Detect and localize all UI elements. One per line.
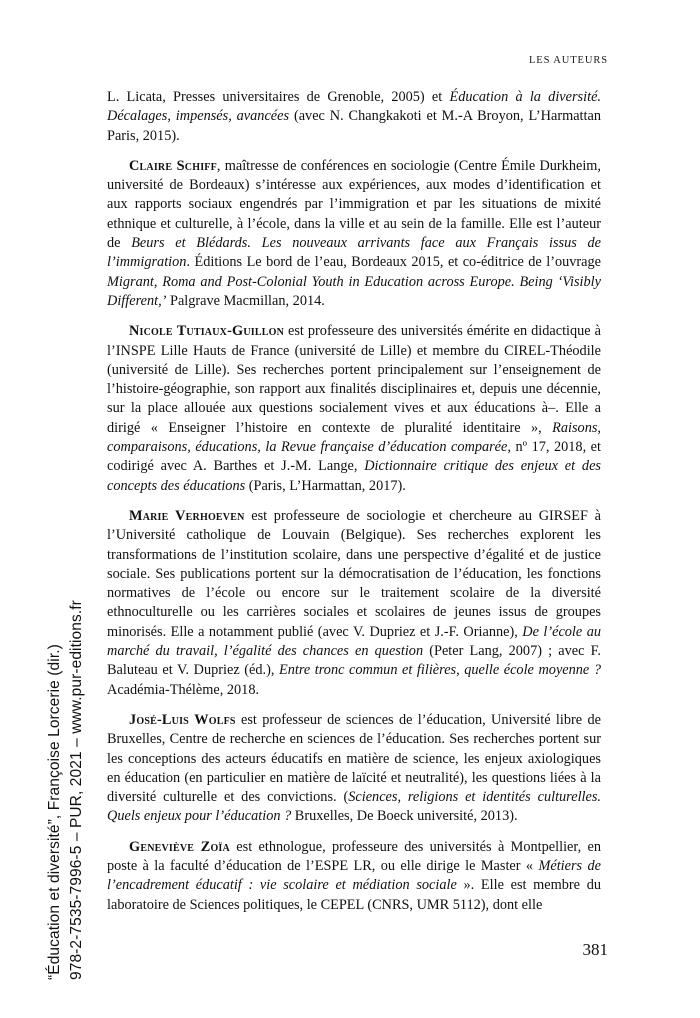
author-name: Geneviève Zoïa	[129, 838, 230, 855]
italic-run: Entre tronc commun et filières, quelle école moyenne ?	[279, 662, 601, 679]
italic-run: Beurs et Blédards. Les nouveaux arrivants face aux Français issus de l’immigration	[107, 235, 601, 271]
italic-run: De l’école au marché du travail, l’égalité des chances en question	[107, 623, 601, 660]
text-run: (Paris, L’Harmattan, 2017).	[245, 477, 406, 494]
text-run: Académia-Thélème, 2018.	[107, 681, 260, 698]
text-run: (avec N. Changkakoti et M.-A Broyon, L’Harmattan Paris, 2015).	[107, 108, 601, 144]
spine-margin-text	[0, 0, 100, 1018]
para-verhoeven	[107, 507, 601, 700]
text-run: est professeure de sociologie et chercheure au GIRSEF à l’Université catholique de Louvain (Belgique). Ses recherches explorent les transformations de l’institution scolaire, dans une perspective d’égalité et de justice sociale. Ses publications portent sur la démocratisation de l’éducation, les fonctions normatives de l’école ou encore sur le traitement scolaire de la diversité ethnoculturelle ou les carrières sociales et scolaires de jeunes issus de groupes minorisés. Elle a notamment publié (avec V. Dupriez et J.-F. Orianne),	[107, 507, 602, 640]
italic-run: Sciences, religions et identités culturelles. Quels enjeux pour l’éducation ?	[107, 789, 601, 825]
text-run: , nº 17, 2018, et codirigé avec A. Barthes et J.-M. Lange,	[107, 439, 601, 475]
italic-run: Éducation à la diversité. Décalages, impensés, avancées	[107, 89, 601, 125]
text-run: est ethnologue, professeure des universités à Montpellier, en poste à la faculté d’éducation de l’ESPE LR, ou elle dirige le Master «	[107, 838, 601, 874]
text-run: ». Elle est membre du laboratoire de Sciences politiques, le CEPEL (CNRS, UMR 5112), dont elle	[107, 877, 602, 913]
page-number: 381	[582, 940, 608, 959]
italic-run: Raisons, comparaisons, éducations, la Revue française d’éducation comparée	[107, 419, 601, 456]
author-name: Marie Verhoeven	[129, 507, 245, 524]
text-run: . Éditions Le bord de l’eau, Bordeaux 2015, et co-éditrice de l’ouvrage	[186, 254, 601, 271]
para-tutiaux-guillon	[107, 322, 601, 496]
para-wolfs	[107, 711, 601, 827]
spine-title-line: “Éducation et diversité”, Françoise Lorcerie (dir.)	[46, 644, 63, 980]
para-licata	[107, 88, 601, 146]
author-name: José-Luis Wolfs	[129, 711, 236, 728]
italic-run: Métiers de l’encadrement éducatif : vie scolaire et médiation sociale	[107, 857, 601, 894]
text-run: Bruxelles, De Boeck université, 2013).	[291, 808, 518, 825]
text-run: (Peter Lang, 2007) ; avec F. Baluteau et V. Dupriez (éd.),	[107, 643, 601, 679]
para-schiff	[107, 157, 601, 311]
author-name: Claire Schiff	[129, 157, 217, 174]
text-run: Palgrave Macmillan, 2014.	[166, 292, 325, 309]
text-run: est professeur de sciences de l’éducation, Université libre de Bruxelles, Centre de recherche en sciences de l’éducation. Ses recherches portent sur les conceptions des acteurs éducatifs en matière de science, les enjeux axiologiques en éducation (en particulier en matière de laïcité et neutralité), les questions liées à la diversité culturelle et des convictions. (	[107, 711, 601, 806]
author-name: Nicole Tutiaux-Guillon	[129, 323, 285, 340]
text-run: est professeure des universités émérite en didactique à l’INSPE Lille Hauts de France (université de Lille) et membre du CIREL-Théodile (université de Lille). Ses recherches portent principalement sur l’enseignement de l’histoire-géographie, son rapport aux finalités disciplinaires et, depuis une décennie, sur la place allouée aux questions socialement vives et aux éducations à–. Elle a dirigé « Enseigner l’histoire en contexte de pluralité identitaire »,	[107, 323, 601, 436]
italic-run: Dictionnaire critique des enjeux et des concepts des éducations	[107, 458, 601, 494]
running-head: LES AUTEURS	[528, 55, 608, 66]
body-text-column	[107, 88, 601, 915]
spine-isbn-line: 978-2-7535-7996-5 – PUR, 2021 – www.pur-editions.fr	[68, 600, 85, 980]
para-zoia	[107, 838, 601, 915]
text-run: , maîtresse de conférences en sociologie (Centre Émile Durkheim, université de Bordeaux) s’intéresse aux expériences, aux modes d’identification et aux rapports sociaux engendrés par l’immigration et par les situations de mixité ethnique et culturelle, à l’école, dans la ville et au sein de la famille. Elle est l’auteur de	[107, 157, 601, 252]
text-run: L. Licata, Presses universitaires de Grenoble, 2005) et	[107, 89, 450, 105]
italic-run: Migrant, Roma and Post-Colonial Youth in Education across Europe. Being ‘Visibly Different,’	[107, 273, 601, 309]
